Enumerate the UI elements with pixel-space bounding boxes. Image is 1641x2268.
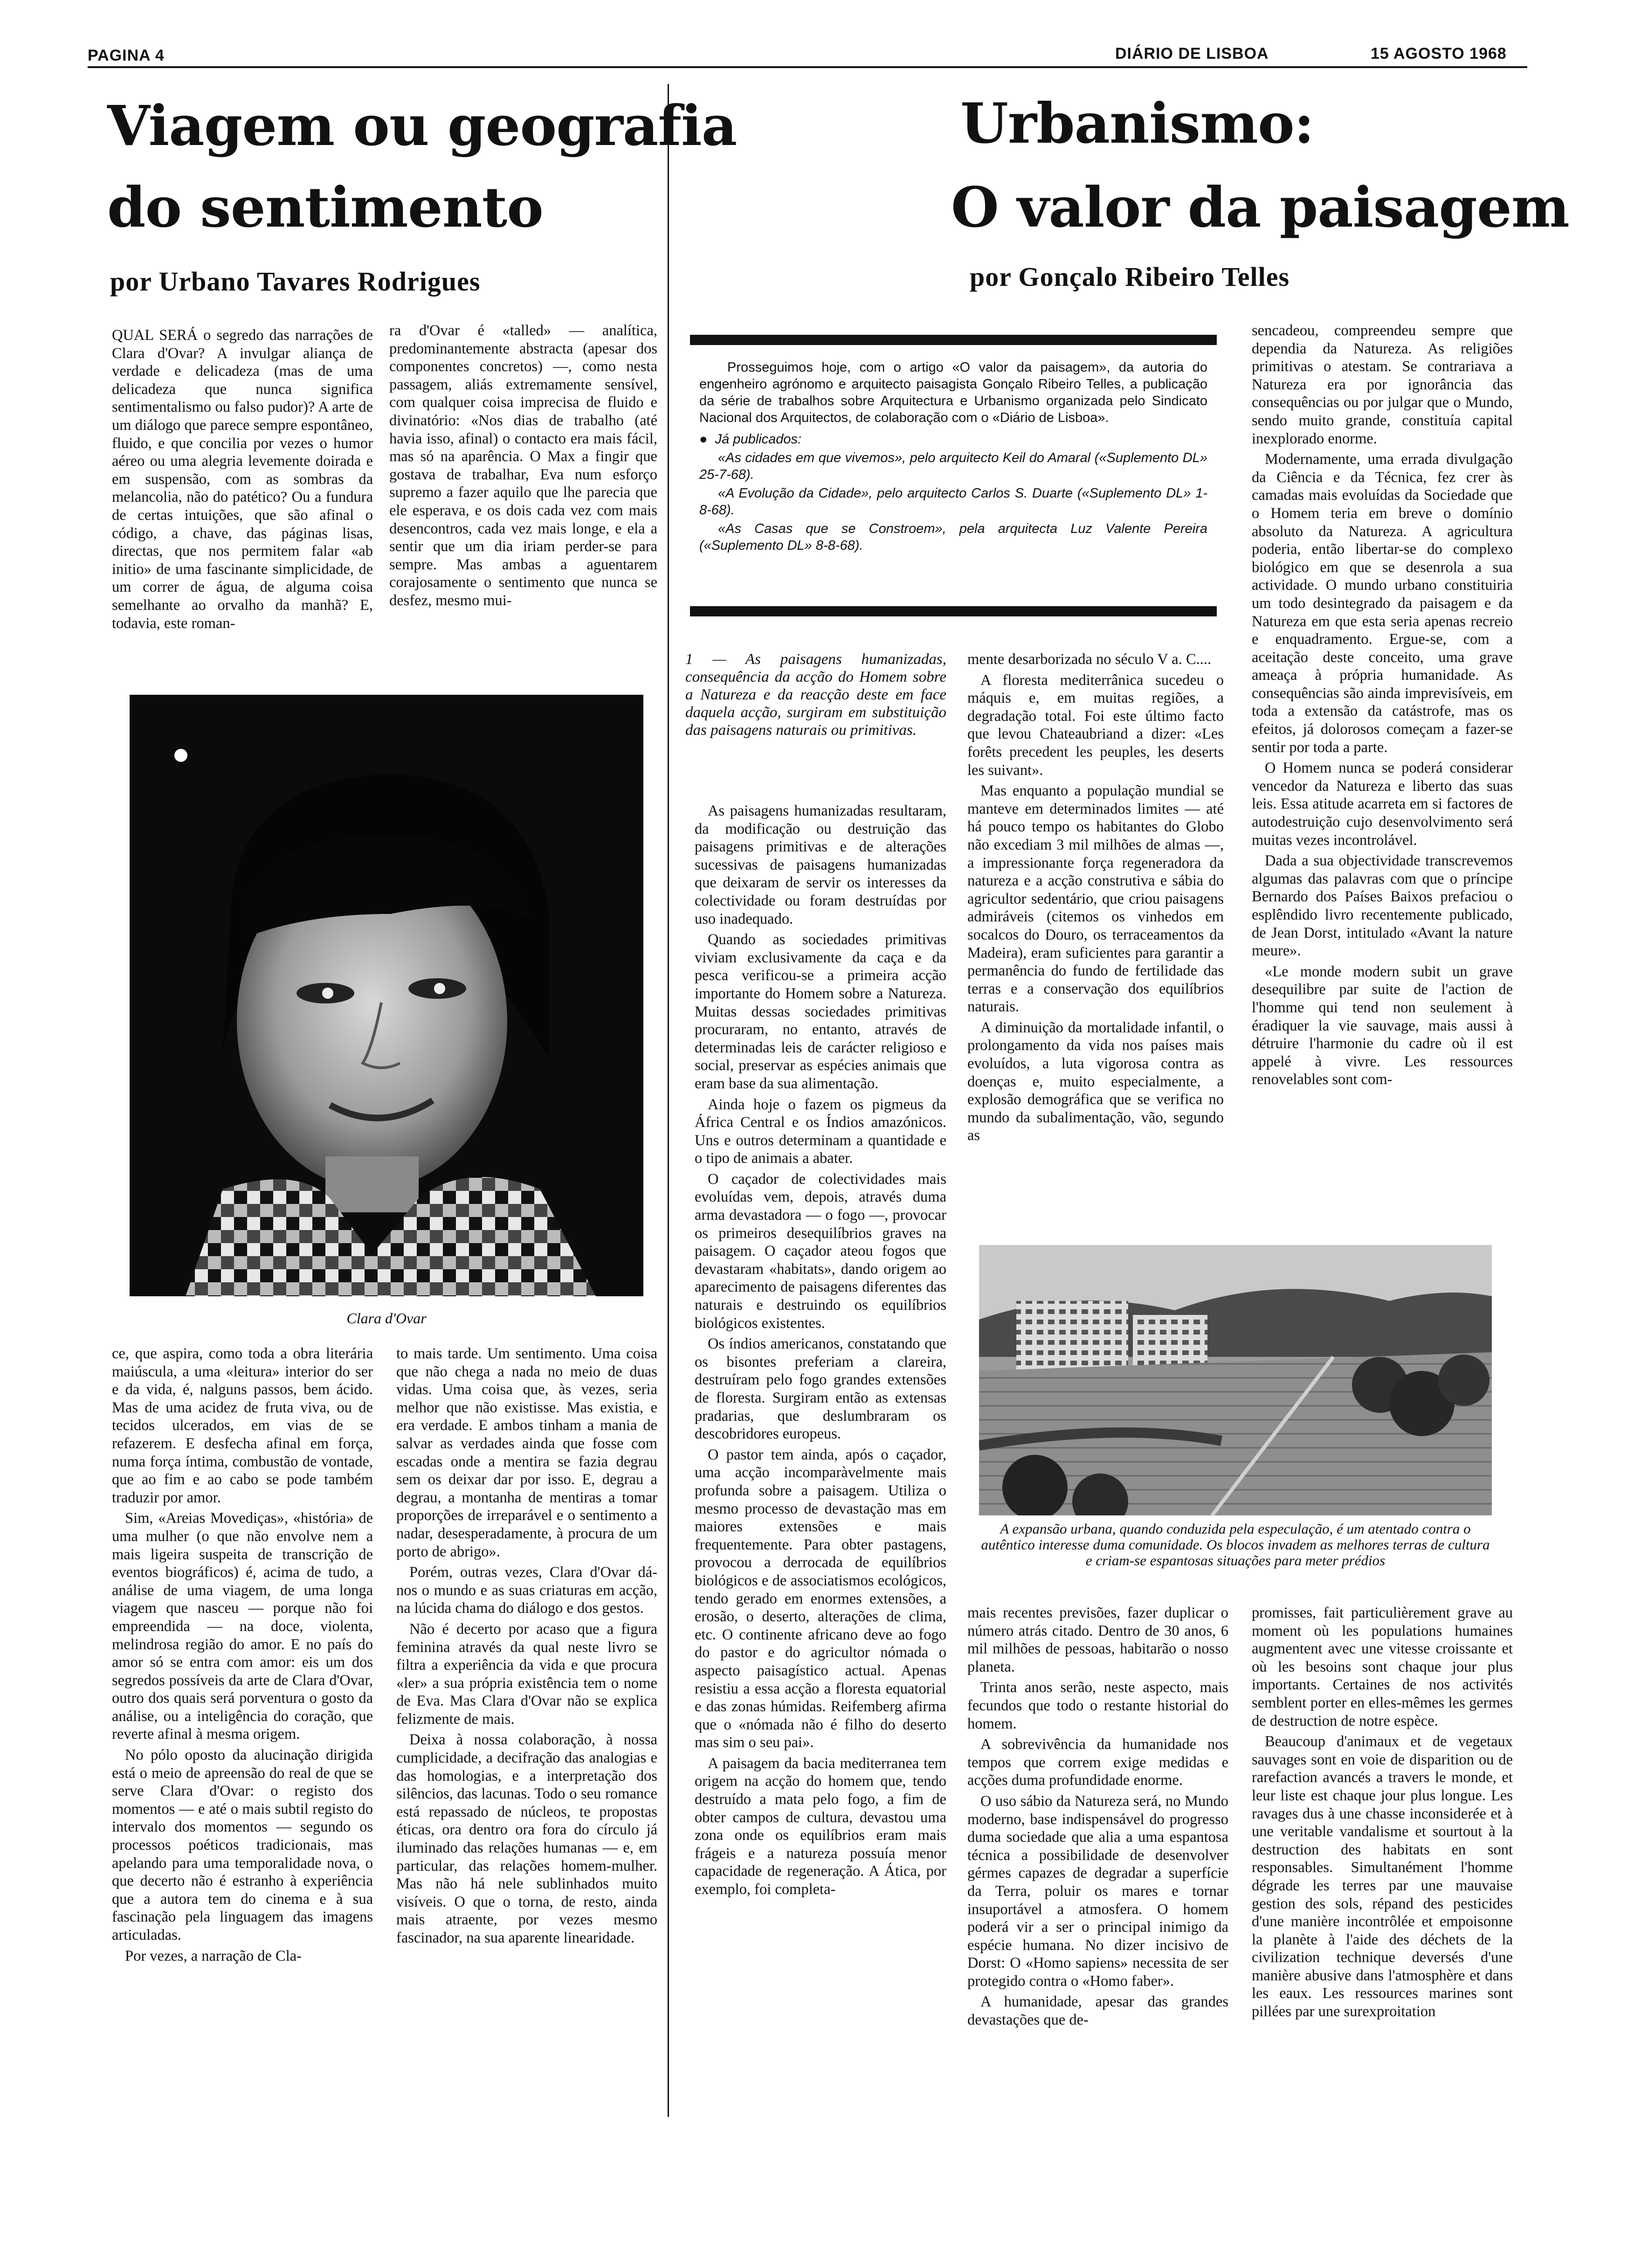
paragraph: No pólo oposto da alucinação dirigida está o meio de apreensão do real de que se serve Clara d'Ovar: o registo dos momentos — e até o mais subtil registo do intervalo dos momentos — segundo os processos poéticos tradicionais, mas apelando para uma temporalidade nova, o que decerto não é estranho à experiência que a autora tem do cinema e à sua fascinação pela linguagem das imagens articuladas.: [112, 1747, 373, 1943]
paragraph: Modernamente, uma errada divulgação da Ciência e da Técnica, fez crer às camadas mais evoluídas da Sociedade que o Homem teria em breve o domínio absoluto da Natureza. A agricultura poderia, então libertar-se do complexo biológico em que se desenrola a sua actividade. O mundo urbano constituiria um todo desintegrado da paisagem e da Natureza em que esta seria apenas recreio e enquadramento. Ergue-se, com a aceitação deste conceito, uma grave ameaça à própria humanidade. As consequências são ainda imprevisíveis, em toda a extensão da catástrofe, mas os efeitos, já dolorosos começam a fazer-se sentir por toda a parte.: [1252, 451, 1513, 756]
paragraph: Porém, outras vezes, Clara d'Ovar dá-nos o mundo e as suas criaturas em acção, na lúcida chama do diálogo e dos gestos.: [396, 1564, 657, 1617]
paragraph: Por vezes, a narração de Cla-: [125, 1947, 302, 1964]
published-item: «As Casas que se Constroem», pela arquitecta Luz Valente Pereira («Suplemento DL» 8-8-68).: [699, 521, 1207, 553]
paragraph: Trinta anos serão, neste aspecto, mais fecundos que todo o restante historial do homem.: [967, 1679, 1228, 1732]
paragraph: mente desarborizada no século V a. C....: [967, 651, 1212, 668]
urban-photo: [979, 1245, 1492, 1515]
article-divider: [668, 84, 669, 2117]
paragraph: QUAL SERÁ o segredo das narrações de Clara d'Ovar? A invulgar aliança de verdade e delicadeza (mas de uma delicadeza que nunca significa sentimentalismo ou falso pudor)? A arte de um diálogo que parece sempre espontâneo, fluido, e que concilia por vezes o humor aéreo ou uma alegria levemente doirada e em suspensão, com as sombras da melancolia, não do patético? Ou a fundura de certas intuições, que são afinal o código, a chave, das páginas lisas, directas, que nos permitem falar «ab initio» de uma fascinante simplicidade, de um correr de água, de alguma coisa semelhante ao orvalho da manhã? E, todavia, este roman-: [112, 327, 373, 632]
published-label: ● Já publicados:: [699, 432, 802, 447]
intro-box: [699, 359, 1207, 556]
paragraph: ra d'Ovar é «talled» — analítica, predominantemente abstracta (apesar dos componentes concretos) —, como nesta passagem, aliás extremamente sensível, com qualquer coisa imprecisa de fluido e divinatório: «Nos dias de trabalho (até havia isso, afinal) o contacto era mais fácil, mas só na aparência. O Max a fingir que gostava de trabalhar, Eva num esforço supremo a fazer aquilo que lhe parecia que ele esperava, e os dois cada vez com mais desencontros, cada vez mais longe, e ela a sentir que um dia iriam perder-se para sempre. Mas ambas a aguentarem corajosamente o sentimento que nunca se desfez, mesmo mui-: [389, 322, 657, 609]
page-number: PAGINA 4: [88, 47, 165, 64]
paragraph: Os índios americanos, constatando que os bisontes preferiam a clareira, destruíram pelo fogo grandes extensões de floresta. Surgiram então as extensas pradarias, que deslumbraram os descobridores europeus.: [695, 1335, 946, 1443]
paragraph: Quando as sociedades primitivas viviam exclusivamente da caça e da pesca verificou-se a primeira acção importante do Homem sobre a Natureza. Muitas dessas sociedades primitivas procuraram, no entanto, através de determinadas leis de carácter religioso e social, preservar as espécies animais que eram base da sua alimentação.: [695, 931, 946, 1092]
left-title-line1: Viagem ou geografia: [107, 93, 737, 158]
newspaper-name: DIÁRIO DE LISBOA: [1115, 45, 1269, 62]
right-title-line1: Urbanismo:: [960, 91, 1314, 156]
paragraph: Dada a sua objectividade transcrevemos algumas das palavras com que o príncipe Bernardo dos Países Baixos prefaciou o esplêndido livro recentemente publicado, de Jean Dorst, intitulado «Avant la nature meure».: [1252, 852, 1513, 960]
paragraph: O uso sábio da Natureza será, no Mundo moderno, base indispensável do progresso duma sociedade que alia a uma espantosa técnica a possibilidade de desenvolver gérmes capazes de degradar a superfície da Terra, poluir os mares e tornar insuportável a atmosfera. O homem poderá vir a ser o principal inimigo da espécie humana. No dizer incisivo de Dorst: O «Homo sapiens» necessita de ser protegido contra o «Homo faber».: [967, 1792, 1228, 1990]
published-item: «As cidades em que vivemos», pelo arquitecto Keil do Amaral («Suplemento DL» 25-7-68).: [699, 450, 1207, 482]
left-byline: por Urbano Tavares Rodrigues: [110, 266, 481, 297]
paragraph: promisses, fait particulièrement grave au moment où les populations humaines augmentent avec une vitesse croissante et où les besoins sont chaque jour plus importants. Certaines de nos activités semblent porter en elles-mêmes les germes de destruction de notre espèce.: [1252, 1604, 1513, 1729]
section-heading: 1 — As paisagens humanizadas, consequência da acção do Homem sobre a Natureza e da reacção deste em face daquela acção, surgiram em substituição das paisagens naturais ou primitivas.: [685, 651, 946, 739]
paragraph: O Homem nunca se poderá considerar vencedor da Natureza e liberto das suas leis. Essa atitude acarreta em si factores de autodestruição cujo desenvolvimento será muitas vezes incontrolável.: [1252, 760, 1513, 849]
paragraph: Ainda hoje o fazem os pigmeus da África Central e os Índios amazónicos. Uns e outros determinam a quantidade e o tipo de animais a abater.: [695, 1096, 946, 1167]
right-col-a: [695, 802, 946, 1902]
published-item: «A Evolução da Cidade», pelo arquitecto Carlos S. Duarte («Suplemento DL» 1-8-68).: [699, 486, 1207, 518]
urban-landscape-illustration: [979, 1245, 1492, 1515]
left-col3: [112, 1345, 373, 1968]
bullet-icon: ●: [699, 432, 715, 447]
paragraph: As paisagens humanizadas resultaram, da modificação ou destruição das paisagens primitivas e de alterações sucessivas de paisagens humanizadas que deixaram de servir os interesses da colectividade ou foram destruídas por uso inadequado.: [695, 802, 946, 927]
issue-date: 15 AGOSTO 1968: [1371, 45, 1507, 62]
right-title-line2: O valor da paisagem: [951, 175, 1569, 240]
paragraph: A floresta mediterrânica sucedeu o máquis e, em muitas regiões, a degradação total. Foi este último facto que levou Chateaubriand a dizer: «Les forêts precedent les peuples, les deserts les suivant».: [967, 671, 1224, 779]
paragraph: Deixa à nossa colaboração, à nossa cumplicidade, a decifração das analogias e das homologias, e a interpretação dos silêncios, das lacunas. Todo o seu romance está repassado de núcleos, te propostas éticas, ora dentro ora fora do círculo já iluminado das relações humanas — e, em particular, das relações homem-mulher. Mas não há nele sublinhados muito visíveis. O que o torna, de resto, ainda mais atraente, por vezes mesmo fascinador, na sua aparente linearidade.: [396, 1731, 657, 1946]
right-col-d: [967, 1604, 1228, 2032]
paragraph: A humanidade, apesar das grandes devastações que de-: [967, 1993, 1228, 2029]
left-title-line2: do sentimento: [107, 175, 543, 240]
left-col1: [112, 326, 373, 635]
right-col-b: [967, 650, 1224, 1148]
paragraph: Mas enquanto a população mundial se manteve em determinados limites — até há pouco tempo os habitantes do Globo não excediam 3 mil milhões de almas —, a impressionante força regeneradora da natureza e a acção construtiva e sábia do agricultor sedentário, que criou paisagens admiráveis (citemos os vinhedos em socalcos do Douro, os terraceamentos da Madeira), eram suficientes para garantir a permanência do fundo de fertilidade das terras e a conservação dos equilíbrios naturais.: [967, 782, 1224, 1016]
portrait-photo: [130, 695, 643, 1296]
portrait-illustration: [130, 695, 643, 1296]
paragraph: mais recentes previsões, fazer duplicar o número atrás citado. Dentro de 30 anos, 6 mil milhões de pessoas, habitarão o nosso planeta.: [967, 1604, 1228, 1675]
urban-photo-caption: A expansão urbana, quando conduzida pela especulação, é um atentado contra o autêntico interesse duma comunidade. Os blocos invadem as melhores terras de cultura e criam-se espantosas situações para meter prédios: [981, 1521, 1490, 1569]
right-col-e: [1252, 1604, 1513, 2024]
box-top-bar: [690, 335, 1217, 345]
paragraph: to mais tarde. Um sentimento. Uma coisa que não chega a nada no meio de duas vidas. Uma coisa que, às vezes, seria melhor que não existisse. Mas existia, e era verdade. E ambos tinham a mania de salvar as verdades ainda que fosse com escadas onde a mentira se fazia degrau sem os deixar dar por isso. E, degrau a degrau, a montanha de mentiras a tomar proporções de irreparável e o sentimento a nadar, desesperadamente, à procura de um porto de abrigo».: [396, 1345, 657, 1560]
paragraph: A paisagem da bacia mediterranea tem origem na acção do homem que, tendo destruído a mata pelo fogo, a fim de obter campos de cultura, devastou uma zona onde os equilíbrios eram mais frágeis e a natureza possuía menor capacidade de regeneração. A Ática, por exemplo, foi completa-: [695, 1755, 946, 1898]
paragraph: A sobrevivência da humanidade nos tempos que correm exige medidas e acções duma profundidade enorme.: [967, 1736, 1228, 1789]
paragraph: ce, que aspira, como toda a obra literária maiúscula, a uma «leitura» interior do ser e da vida, é, nalguns passos, bem ácido. Mas de uma acidez de fruta viva, ou de tecidos ulcerados, em vias de se refazerem. E desfecha afinal em força, numa força íntima, combustão de vontade, que ao fim e ao cabo se pode também traduzir por amor.: [112, 1345, 373, 1506]
paragraph: Não é decerto por acaso que a figura feminina através da qual neste livro se filtra a experiência da vida e que procura «ler» a sua própria existência tem o nome de Eva. Mas Clara d'Ovar não se explica felizmente de mais.: [396, 1620, 657, 1728]
header-rule: [88, 66, 1527, 68]
intro-text: Prosseguimos hoje, com o artigo «O valor da paisagem», da autoria do engenheiro agrónomo e arquitecto paisagista Gonçalo Ribeiro Telles, a publicação da série de trabalhos sobre Arquitectura e Urbanismo organizada pelo Sindicato Nacional dos Arquitectos, de colaboração com o «Diário de Lisboa».: [699, 360, 1207, 425]
portrait-caption: Clara d'Ovar: [346, 1310, 427, 1327]
left-col2: [389, 322, 657, 613]
paragraph: «Le monde modern subit un grave desequilibre par suite de l'action de l'homme qui tend non seulement à éradiquer la vie sauvage, mais aussi à détruire l'harmonie du cadre où il est appelé à vivre. Les ressources renovelables sont com-: [1252, 963, 1513, 1088]
paragraph: Sim, «Areias Movediças», «história» de uma mulher (o que não envolve nem a mais ligeira suspeita de transcrição de eventos biográficos) é, acima de tudo, a análise de uma viagem, de uma longa viagem que nasceu — porque não foi empreendida — na doce, violenta, melindrosa região do amor. E no país do amor só se entra com amor: eis um dos segredos possíveis da arte de Clara d'Ovar, outro dos quais será porventura o gosto da análise, ou a inteligência do coração, que reverte afinal à mesma origem.: [112, 1510, 373, 1743]
paragraph: Beaucoup d'animaux et de vegetaux sauvages sont en voie de disparition ou de rarefaction avancés a travers le monde, et leur liste est chaque jour plus longue. Les ravages dus à une chasse inconsiderée et à une veritable vandalisme et sourtout à la destruction des habitats en sont responsables. Simultanément l'homme dégrade les terres par une mauvaise gestion des sols, répand des pesticides d'une manière incontrôlée et empoisonne la planète à l'aide des déchets de la civilization technique deversés d'une manière abusive dans l'atmosphère et dans les eaux. Les ressources marines sont pillées par une surexproitation: [1252, 1733, 1513, 2020]
left-col4: [396, 1345, 657, 1950]
right-col-c: [1252, 322, 1513, 1092]
right-byline: por Gonçalo Ribeiro Telles: [970, 262, 1290, 292]
box-bottom-bar: [690, 606, 1217, 616]
paragraph: A diminuição da mortalidade infantil, o prolongamento da vida nos países mais evoluídos, a luta vigorosa contra as doenças e, muito especialmente, a explosão demográfica que se verifica no mundo da subalimentação, vão, segundo as: [967, 1019, 1224, 1144]
paragraph: O caçador de colectividades mais evoluídas vem, depois, através duma arma devastadora — o fogo —, provocar os primeiros desequilíbrios graves na paisagem. O caçador ateou fogos que devastaram «habitats», dando origem ao aparecimento de paisagens diferentes das naturais e destruindo os equilíbrios biológicos existentes.: [695, 1170, 946, 1332]
paragraph: sencadeou, compreendeu sempre que dependia da Natureza. As religiões primitivas o atestam. Se contrariava a Natureza era por ignorância das consequências ou por julgar que o Mundo, sendo muito grande, constituía capital inexplorado enorme.: [1252, 322, 1513, 447]
paragraph: O pastor tem ainda, após o caçador, uma acção incomparàvelmente mais profunda sobre a paisagem. Utiliza o mesmo processo de devastação mas em maiores extensões e mais frequentemente. Para obter pastagens, provocou a derrocada de equilíbrios biológicos e de associatismos ecológicos, tendo gerado em enormes extensões, a erosão, o deserto, alterações de clima, etc. O continente africano deve ao fogo do pastor e do agricultor nómada o aspecto paisagístico actual. Apenas resistiu a essa acção a floresta equatorial e das zonas húmidas. Reifemberg afirma que o «nómada não é filho do deserto mas sim o seu pai».: [695, 1446, 946, 1751]
section-heading-block: [685, 650, 946, 739]
